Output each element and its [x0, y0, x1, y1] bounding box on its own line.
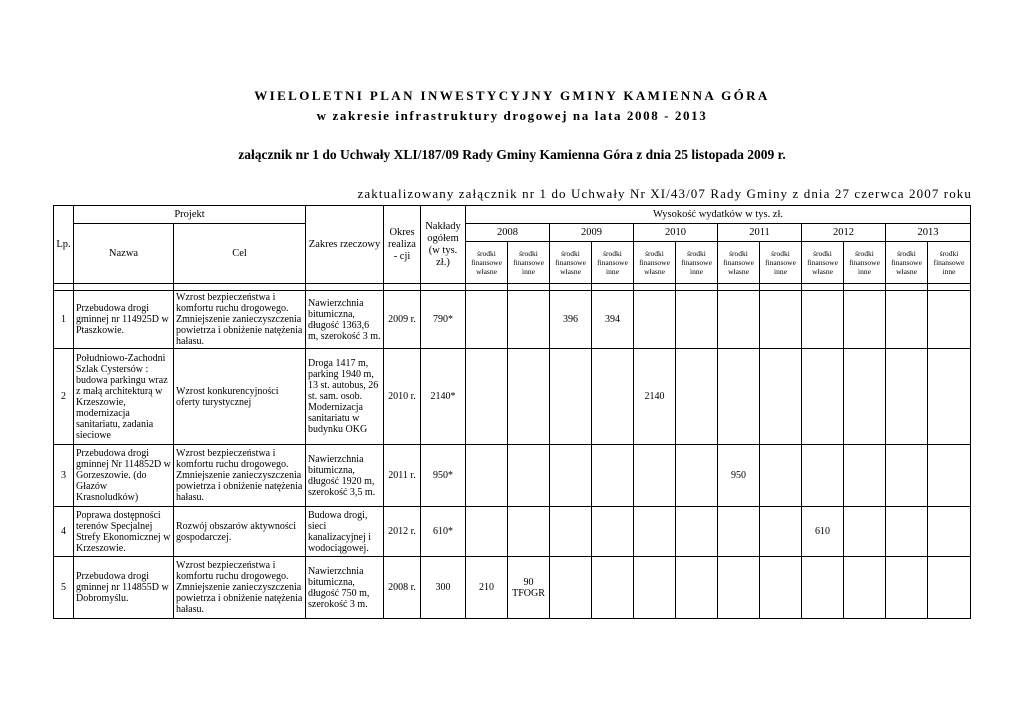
row-naklady: 610* [421, 507, 466, 557]
row-cel: Wzrost bezpieczeństwa i komfortu ruchu drogowego. Zmniejszenie zanieczyszczenia powietrza i obniżenie natężenia hałasu. [174, 557, 306, 619]
row-expenditure [844, 557, 886, 619]
row-zakres: Nawierzchnia bitumiczna, długość 1363,6 m, szerokość 3 m. [306, 291, 384, 349]
header-own-funds: środki finansowe własne [634, 242, 676, 284]
row-lp: 3 [54, 445, 74, 507]
row-cel: Rozwój obszarów aktywności gospodarczej. [174, 507, 306, 557]
row-nazwa: Przebudowa drogi gminnej nr 114925D w Ptaszkowie. [74, 291, 174, 349]
separator-row [54, 284, 971, 291]
row-expenditure [592, 349, 634, 445]
row-okres: 2009 r. [384, 291, 421, 349]
row-expenditure [928, 349, 971, 445]
header-naklady: Nakłady ogółem (w tys. zł.) [421, 206, 466, 284]
row-expenditure [802, 557, 844, 619]
row-expenditure [760, 557, 802, 619]
row-expenditure [886, 507, 928, 557]
row-okres: 2010 r. [384, 349, 421, 445]
row-okres: 2011 r. [384, 445, 421, 507]
row-expenditure [718, 507, 760, 557]
document-subtitle: w zakresie infrastruktury drogowej na lata 2008 - 2013 [316, 108, 708, 123]
row-nazwa: Przebudowa drogi gminnej nr 114855D w Dobromyślu. [74, 557, 174, 619]
row-okres: 2008 r. [384, 557, 421, 619]
table-row [54, 291, 971, 349]
row-expenditure [466, 291, 508, 349]
row-expenditure [550, 445, 592, 507]
row-expenditure [676, 291, 718, 349]
row-expenditure [802, 291, 844, 349]
row-expenditure [592, 445, 634, 507]
row-expenditure [928, 557, 971, 619]
row-expenditure [718, 291, 760, 349]
header-nazwa: Nazwa [74, 224, 174, 284]
header-other-funds: środki finansowe inne [592, 242, 634, 284]
row-expenditure [844, 507, 886, 557]
row-expenditure: 394 [592, 291, 634, 349]
row-expenditure [634, 507, 676, 557]
row-expenditure [928, 507, 971, 557]
header-year: 2008 [466, 224, 550, 242]
row-expenditure [550, 507, 592, 557]
row-expenditure [886, 557, 928, 619]
header-own-funds: środki finansowe własne [718, 242, 760, 284]
row-expenditure [802, 445, 844, 507]
row-expenditure: 90 TFOGR [508, 557, 550, 619]
table-row [54, 507, 971, 557]
header-other-funds: środki finansowe inne [928, 242, 971, 284]
row-nazwa: Południowo-Zachodni Szlak Cystersów : budowa parkingu wraz z małą architekturą w Krzeszowie, modernizacja sanitariatu, zadania sieciowe [74, 349, 174, 445]
row-expenditure: 396 [550, 291, 592, 349]
row-naklady: 300 [421, 557, 466, 619]
row-expenditure [634, 445, 676, 507]
row-nazwa: Poprawa dostępności terenów Specjalnej Strefy Ekonomicznej w Krzeszowie. [74, 507, 174, 557]
document-title: WIELOLETNI PLAN INWESTYCYJNY GMINY KAMIENNA GÓRA [254, 88, 770, 103]
header-own-funds: środki finansowe własne [466, 242, 508, 284]
resolution-reference: załącznik nr 1 do Uchwały XLI/187/09 Rady Gminy Kamienna Góra z dnia 25 listopada 2009 r. [238, 147, 786, 162]
row-expenditure [508, 349, 550, 445]
header-year: 2013 [886, 224, 971, 242]
row-expenditure: 950 [718, 445, 760, 507]
row-zakres: Nawierzchnia bitumiczna, długość 750 m, szerokość 3 m. [306, 557, 384, 619]
row-cel: Wzrost bezpieczeństwa i komfortu ruchu drogowego. Zmniejszenie zanieczyszczenia powietrza i obniżenie natężenia hałasu. [174, 291, 306, 349]
table-row [54, 445, 971, 507]
header-own-funds: środki finansowe własne [550, 242, 592, 284]
row-expenditure [928, 445, 971, 507]
row-expenditure [634, 291, 676, 349]
row-expenditure [802, 349, 844, 445]
row-expenditure [886, 291, 928, 349]
row-expenditure [466, 445, 508, 507]
header-lp: Lp. [54, 206, 74, 284]
header-okres: Okres realiza - cji [384, 206, 421, 284]
header-own-funds: środki finansowe własne [802, 242, 844, 284]
header-wysokosc: Wysokość wydatków w tys. zł. [466, 206, 971, 224]
row-lp: 1 [54, 291, 74, 349]
row-naklady: 950* [421, 445, 466, 507]
row-expenditure [676, 349, 718, 445]
row-expenditure [508, 507, 550, 557]
header-other-funds: środki finansowe inne [760, 242, 802, 284]
row-expenditure [718, 557, 760, 619]
row-expenditure [760, 349, 802, 445]
row-lp: 4 [54, 507, 74, 557]
header-year: 2009 [550, 224, 634, 242]
investment-plan-table [53, 205, 971, 619]
header-other-funds: środki finansowe inne [508, 242, 550, 284]
row-expenditure [760, 291, 802, 349]
row-cel: Wzrost bezpieczeństwa i komfortu ruchu drogowego. Zmniejszenie zanieczyszczenia powietrza i obniżenie natężenia hałasu. [174, 445, 306, 507]
header-cel: Cel [174, 224, 306, 284]
row-expenditure [844, 291, 886, 349]
row-expenditure [634, 557, 676, 619]
row-cel: Wzrost konkurencyjności oferty turystycznej [174, 349, 306, 445]
row-naklady: 790* [421, 291, 466, 349]
row-expenditure [718, 349, 760, 445]
header-projekt: Projekt [74, 206, 306, 224]
row-zakres: Nawierzchnia bitumiczna, długość 1920 m, szerokość 3,5 m. [306, 445, 384, 507]
row-expenditure [844, 349, 886, 445]
row-expenditure [592, 557, 634, 619]
update-note: zaktualizowany załącznik nr 1 do Uchwały Nr XI/43/07 Rady Gminy z dnia 27 czerwca 2007 roku [357, 186, 972, 201]
row-expenditure: 2140 [634, 349, 676, 445]
row-expenditure [466, 349, 508, 445]
header-year: 2010 [634, 224, 718, 242]
row-expenditure [466, 507, 508, 557]
header-zakres: Zakres rzeczowy [306, 206, 384, 284]
row-expenditure [508, 291, 550, 349]
table-row [54, 349, 971, 445]
row-expenditure [676, 445, 718, 507]
row-zakres: Budowa drogi, sieci kanalizacyjnej i wodociągowej. [306, 507, 384, 557]
row-naklady: 2140* [421, 349, 466, 445]
row-expenditure [886, 445, 928, 507]
row-expenditure [844, 445, 886, 507]
row-expenditure [760, 445, 802, 507]
row-expenditure: 210 [466, 557, 508, 619]
row-okres: 2012 r. [384, 507, 421, 557]
row-expenditure [508, 445, 550, 507]
row-nazwa: Przebudowa drogi gminnej Nr 114852D w Gorzeszowie. (do Głazów Krasnoludków) [74, 445, 174, 507]
header-other-funds: środki finansowe inne [676, 242, 718, 284]
row-expenditure [676, 557, 718, 619]
row-expenditure [886, 349, 928, 445]
row-lp: 5 [54, 557, 74, 619]
row-expenditure [676, 507, 718, 557]
row-expenditure [760, 507, 802, 557]
row-expenditure: 610 [802, 507, 844, 557]
row-expenditure [550, 557, 592, 619]
row-expenditure [592, 507, 634, 557]
row-lp: 2 [54, 349, 74, 445]
header-other-funds: środki finansowe inne [844, 242, 886, 284]
row-zakres: Droga 1417 m, parking 1940 m, 13 st. autobus, 26 st. sam. osob. Modernizacja sanitariatu w budynku OKG [306, 349, 384, 445]
header-year: 2012 [802, 224, 886, 242]
header-year: 2011 [718, 224, 802, 242]
row-expenditure [928, 291, 971, 349]
header-own-funds: środki finansowe własne [886, 242, 928, 284]
row-expenditure [550, 349, 592, 445]
table-row [54, 557, 971, 619]
